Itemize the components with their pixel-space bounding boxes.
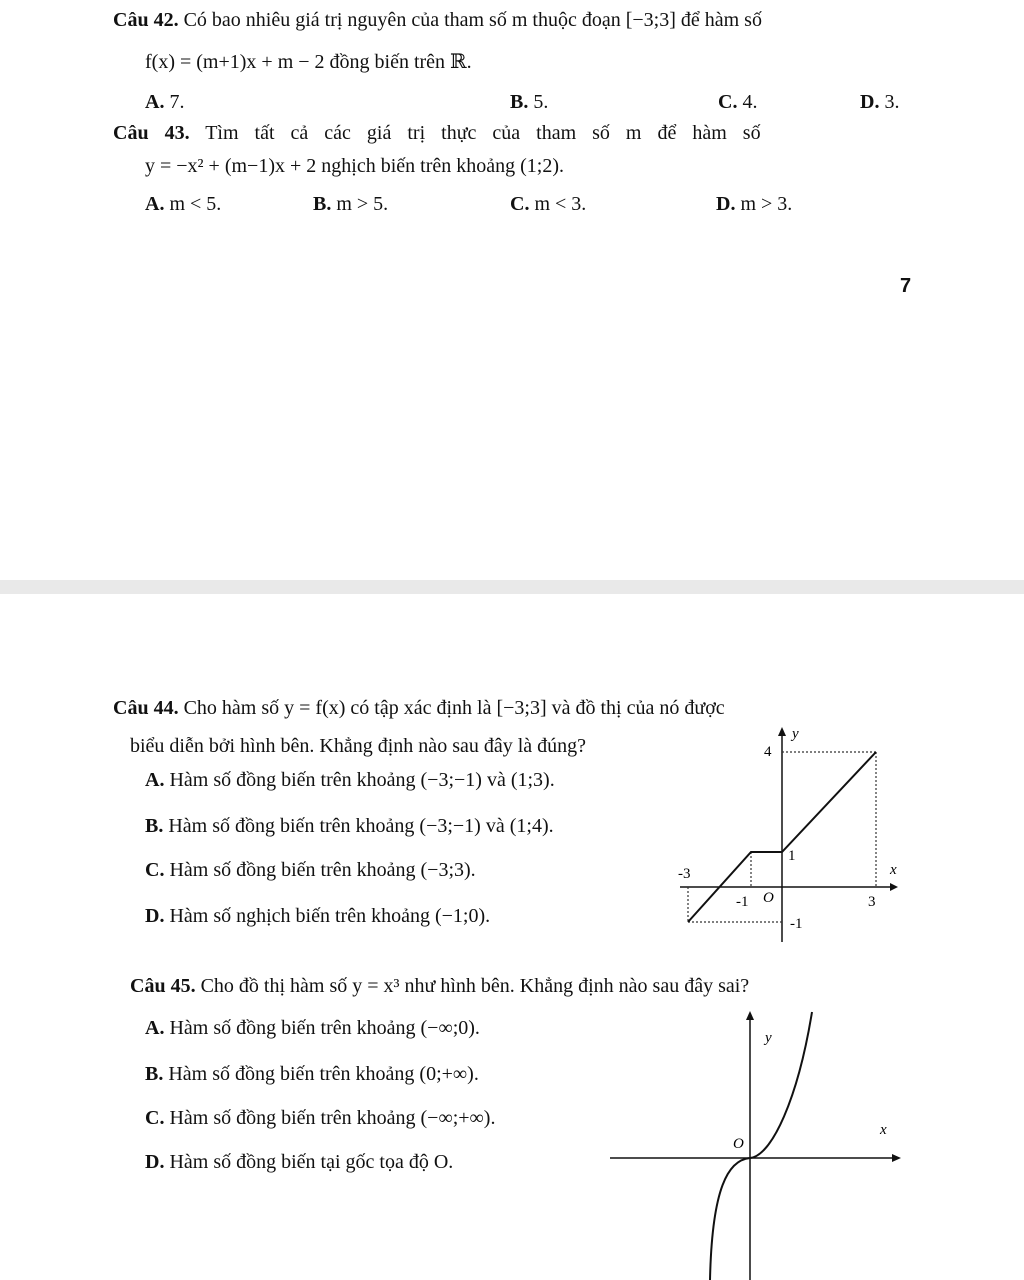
label-neg3: -3 [678, 866, 691, 882]
option-key: B. [313, 193, 332, 215]
option-key: C. [510, 193, 530, 215]
option-key: B. [145, 1063, 164, 1085]
q42-option-d [860, 90, 899, 114]
q44-option-d [145, 904, 490, 928]
y-label: y [765, 1030, 772, 1046]
q43-formula: y = −x² + (m−1)x + 2 nghịch biến trên khoảng (1;2). [145, 155, 564, 177]
option-text: Hàm số đồng biến tại gốc tọa độ O. [169, 1151, 454, 1173]
q44-option-a [145, 768, 555, 792]
q42-text: Có bao nhiêu giá trị nguyên của tham số m thuộc đoạn [−3;3] để hàm số [183, 9, 762, 31]
option-key: D. [716, 193, 736, 215]
x-axis-arrow-icon [890, 883, 898, 891]
q42-stem [113, 8, 762, 32]
q42-label: Câu 42. [113, 9, 179, 31]
q44-option-b [145, 814, 554, 838]
q42-option-b [510, 90, 548, 114]
label-4: 4 [764, 744, 772, 760]
option-text: Hàm số đồng biến trên khoảng (−3;−1) và (1;4). [168, 815, 554, 837]
option-text: m > 5. [336, 193, 389, 215]
q44-label: Câu 44. [113, 697, 179, 719]
page-bottom [0, 594, 1024, 1280]
option-key: D. [860, 91, 880, 113]
option-key: B. [510, 91, 529, 113]
q45-option-a [145, 1016, 480, 1040]
q43-option-d [716, 192, 792, 216]
q42-formula: f(x) = (m+1)x + m − 2 đồng biến trên ℝ. [145, 51, 472, 73]
option-key: B. [145, 815, 164, 837]
q44-text-1: Cho hàm số y = f(x) có tập xác định là [−3;3] và đồ thị của nó được [183, 697, 725, 719]
label-3: 3 [868, 894, 876, 910]
label-neg1-x: -1 [736, 894, 749, 910]
option-text: 5. [533, 91, 549, 113]
option-key: C. [145, 859, 165, 881]
y-axis-arrow-icon [778, 727, 786, 736]
q45-stem [130, 974, 749, 998]
option-text: Hàm số đồng biến trên khoảng (−∞;+∞). [169, 1107, 496, 1129]
q43-label: Câu 43. [113, 122, 190, 144]
origin-label: O [733, 1136, 744, 1152]
q45-option-b [145, 1062, 479, 1086]
page-top [0, 0, 1024, 580]
label-neg1-y: -1 [790, 916, 803, 932]
option-text: m > 3. [740, 193, 793, 215]
q44-text-2: biểu diễn bởi hình bên. Khẳng định nào sau đây là đúng? [130, 735, 587, 757]
q43-option-c [510, 192, 586, 216]
option-key: A. [145, 1017, 165, 1039]
x-label: x [890, 862, 897, 878]
option-key: D. [145, 905, 165, 927]
option-text: 7. [169, 91, 185, 113]
option-text: Hàm số đồng biến trên khoảng (−3;−1) và (1;3). [169, 769, 555, 791]
q45-option-d [145, 1150, 453, 1174]
cubic-curve [710, 1012, 812, 1280]
option-text: m < 5. [169, 193, 222, 215]
option-key: C. [145, 1107, 165, 1129]
page-separator [0, 580, 1024, 594]
option-text: Hàm số đồng biến trên khoảng (0;+∞). [168, 1063, 479, 1085]
y-label: y [792, 726, 799, 742]
x-label: x [880, 1122, 887, 1138]
q43-option-b [313, 192, 388, 216]
option-text: 3. [884, 91, 900, 113]
option-key: A. [145, 769, 165, 791]
option-key: A. [145, 91, 165, 113]
origin-label: O [763, 890, 774, 906]
q43-text: Tìm tất cả các giá trị thực của tham số m để hàm số [205, 122, 761, 144]
q42-option-a [145, 90, 184, 114]
option-text: m < 3. [534, 193, 587, 215]
page-number: 7 [900, 275, 912, 297]
q45-text: Cho đồ thị hàm số y = x³ như hình bên. Khẳng định nào sau đây sai? [200, 975, 750, 997]
q43-option-a [145, 192, 221, 216]
option-text: Hàm số đồng biến trên khoảng (−3;3). [169, 859, 476, 881]
q43-stem [113, 121, 761, 145]
y-axis-arrow-icon [746, 1011, 754, 1020]
q42-option-c [718, 90, 757, 114]
option-text: 4. [742, 91, 758, 113]
option-key: D. [145, 1151, 165, 1173]
q45-label: Câu 45. [130, 975, 196, 997]
q45-graph [600, 1008, 910, 1280]
q44-stem [113, 696, 725, 720]
q44-graph [670, 724, 910, 944]
option-text: Hàm số đồng biến trên khoảng (−∞;0). [169, 1017, 480, 1039]
option-key: A. [145, 193, 165, 215]
label-1: 1 [788, 848, 796, 864]
q45-option-c [145, 1106, 495, 1130]
option-key: C. [718, 91, 738, 113]
x-axis-arrow-icon [892, 1154, 901, 1162]
q44-option-c [145, 858, 476, 882]
option-text: Hàm số nghịch biến trên khoảng (−1;0). [169, 905, 491, 927]
